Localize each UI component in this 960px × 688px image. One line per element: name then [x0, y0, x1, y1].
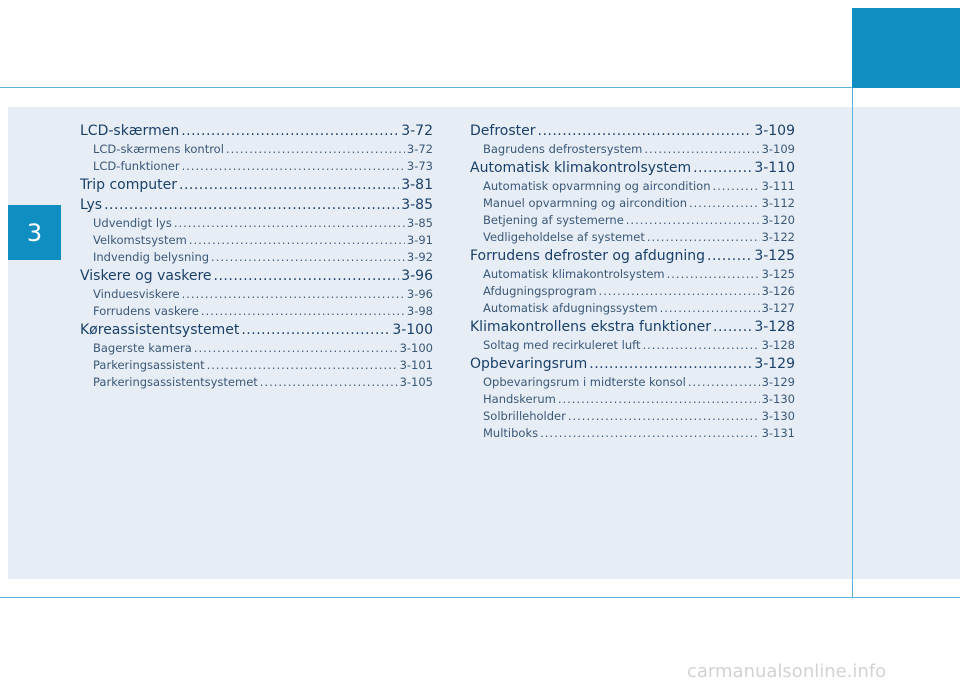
toc-entry-title: Vinduesviskere — [93, 287, 180, 301]
toc-entry-page: 3-131 — [761, 426, 795, 440]
toc-entry-page: 3-72 — [401, 123, 433, 139]
toc-entry-title: Udvendigt lys — [93, 216, 172, 230]
toc-entry-page: 3-129 — [754, 356, 795, 372]
dot-leader — [599, 283, 760, 300]
footer-rule — [0, 597, 960, 598]
toc-entry-page: 3-96 — [406, 287, 433, 301]
dot-leader — [201, 303, 405, 320]
toc-subsection-entry[interactable] — [470, 283, 795, 300]
toc-subsection-entry[interactable] — [80, 249, 433, 266]
toc-subsection-entry[interactable] — [80, 374, 433, 391]
toc-entry-title: Afdugningsprogram — [483, 284, 597, 298]
toc-entry-title: LCD-skærmen — [80, 123, 180, 139]
toc-subsection-entry[interactable] — [470, 229, 795, 246]
dot-leader — [179, 175, 399, 195]
toc-section-entry[interactable] — [470, 354, 795, 374]
toc-entry-page: 3-96 — [401, 268, 433, 284]
toc-section-entry[interactable] — [470, 121, 795, 141]
toc-entry-title: Soltag med recirkuleret luft — [483, 338, 641, 352]
toc-entry-title: Velkomstsystem — [93, 233, 187, 247]
dot-leader — [626, 212, 760, 229]
toc-entry-title: Lys — [80, 197, 103, 213]
toc-entry-title: Defroster — [470, 123, 536, 139]
toc-entry-page: 3-126 — [761, 284, 795, 298]
toc-entry-page: 3-122 — [761, 230, 795, 244]
toc-entry-page: 3-92 — [406, 250, 433, 264]
toc-entry-page: 3-125 — [754, 248, 795, 264]
toc-section-entry[interactable] — [80, 320, 433, 340]
toc-entry-title: Manuel opvarmning og aircondition — [483, 196, 687, 210]
toc-subsection-entry[interactable] — [470, 425, 795, 442]
toc-entry-page: 3-98 — [406, 304, 433, 318]
chapter-badge[interactable]: 3 — [8, 205, 61, 260]
toc-entry-page: 3-128 — [754, 319, 795, 335]
toc-entry-title: Trip computer — [80, 177, 177, 193]
dot-leader — [226, 141, 405, 158]
toc-entry-page: 3-110 — [754, 160, 795, 176]
dot-leader — [174, 215, 405, 232]
dot-leader — [540, 425, 759, 442]
toc-entry-page: 3-109 — [754, 123, 795, 139]
toc-section-entry[interactable] — [470, 246, 795, 266]
toc-subsection-entry[interactable] — [470, 391, 795, 408]
toc-subsection-entry[interactable] — [470, 337, 795, 354]
toc-subsection-entry[interactable] — [80, 303, 433, 320]
toc-subsection-entry[interactable] — [80, 357, 433, 374]
toc-subsection-entry[interactable] — [470, 178, 795, 195]
toc-entry-page: 3-73 — [406, 159, 433, 173]
toc-entry-page: 3-91 — [406, 233, 433, 247]
toc-entry-title: Automatisk afdugningssystem — [483, 301, 658, 315]
toc-entry-title: Viskere og vaskere — [80, 268, 212, 284]
header-tab-block — [852, 8, 960, 88]
toc-subsection-entry[interactable] — [470, 300, 795, 317]
toc-entry-title: LCD-skærmens kontrol — [93, 142, 224, 156]
toc-entry-page: 3-85 — [406, 216, 433, 230]
toc-subsection-entry[interactable] — [470, 141, 795, 158]
toc-entry-title: Parkeringsassistentsystemet — [93, 375, 258, 389]
header-rule — [0, 87, 852, 88]
toc-entry-title: Solbrilleholder — [483, 409, 566, 423]
dot-leader — [241, 320, 390, 340]
toc-entry-page: 3-125 — [761, 267, 795, 281]
toc-subsection-entry[interactable] — [80, 158, 433, 175]
toc-entry-page: 3-105 — [399, 375, 433, 389]
toc-subsection-entry[interactable] — [80, 232, 433, 249]
toc-subsection-entry[interactable] — [470, 266, 795, 283]
toc-entry-page: 3-127 — [761, 301, 795, 315]
watermark: carmanualsonline.info — [687, 661, 887, 682]
toc-entry-title: Forrudens vaskere — [93, 304, 199, 318]
dot-leader — [211, 249, 405, 266]
dot-leader — [568, 408, 760, 425]
toc-section-entry[interactable] — [470, 158, 795, 178]
toc-subsection-entry[interactable] — [470, 408, 795, 425]
dot-leader — [643, 337, 760, 354]
toc-subsection-entry[interactable] — [80, 286, 433, 303]
toc-section-entry[interactable] — [80, 175, 433, 195]
toc-subsection-entry[interactable] — [470, 374, 795, 391]
toc-entry-title: Automatisk klimakontrolsystem — [470, 160, 692, 176]
dot-leader — [707, 246, 752, 266]
toc-entry-page: 3-100 — [399, 341, 433, 355]
toc-subsection-entry[interactable] — [80, 215, 433, 232]
toc-entry-title: Automatisk opvarmning og aircondition — [483, 179, 711, 193]
toc-entry-page: 3-111 — [761, 179, 795, 193]
side-divider — [852, 88, 853, 597]
dot-leader — [693, 158, 752, 178]
toc-entry-title: Forrudens defroster og afdugning — [470, 248, 705, 264]
toc-subsection-entry[interactable] — [80, 340, 433, 357]
toc-entry-title: Automatisk klimakontrolsystem — [483, 267, 665, 281]
toc-entry-title: Opbevaringsrum — [470, 356, 588, 372]
dot-leader — [181, 121, 399, 141]
dot-leader — [189, 232, 405, 249]
toc-subsection-entry[interactable] — [470, 195, 795, 212]
toc-entry-page: 3-128 — [761, 338, 795, 352]
toc-entry-title: Indvendig belysning — [93, 250, 210, 264]
toc-entry-title: Bagerste kamera — [93, 341, 192, 355]
dot-leader — [644, 141, 759, 158]
toc-subsection-entry[interactable] — [470, 212, 795, 229]
dot-leader — [104, 195, 399, 215]
toc-entry-page: 3-100 — [392, 322, 433, 338]
dot-leader — [712, 178, 759, 195]
dot-leader — [214, 266, 400, 286]
toc-entry-page: 3-112 — [761, 196, 795, 210]
toc-entry-title: Klimakontrollens ekstra funktioner — [470, 319, 711, 335]
toc-entry-title: LCD-funktioner — [93, 159, 180, 173]
dot-leader — [260, 374, 398, 391]
toc-right-column — [470, 121, 795, 442]
dot-leader — [689, 195, 760, 212]
dot-leader — [667, 266, 760, 283]
dot-leader — [538, 121, 753, 141]
toc-entry-page: 3-130 — [761, 409, 795, 423]
toc-entry-title: Køreassistentsystemet — [80, 322, 240, 338]
toc-entry-page: 3-130 — [761, 392, 795, 406]
toc-entry-title: Multiboks — [483, 426, 539, 440]
toc-entry-page: 3-120 — [761, 213, 795, 227]
toc-entry-page: 3-101 — [399, 358, 433, 372]
toc-entry-title: Vedligeholdelse af systemet — [483, 230, 645, 244]
toc-entry-title: Parkeringsassistent — [93, 358, 205, 372]
toc-entry-page: 3-85 — [401, 197, 433, 213]
toc-section-entry[interactable] — [80, 121, 433, 141]
toc-entry-title: Opbevaringsrum i midterste konsol — [483, 375, 686, 389]
toc-section-entry[interactable] — [80, 266, 433, 286]
dot-leader — [558, 391, 760, 408]
toc-entry-page: 3-129 — [761, 375, 795, 389]
toc-section-entry[interactable] — [80, 195, 433, 215]
dot-leader — [660, 300, 760, 317]
toc-entry-title: Betjening af systemerne — [483, 213, 624, 227]
toc-left-column — [80, 121, 433, 391]
dot-leader — [182, 158, 405, 175]
toc-section-entry[interactable] — [470, 317, 795, 337]
toc-entry-title: Bagrudens defrostersystem — [483, 142, 643, 156]
dot-leader — [647, 229, 760, 246]
toc-subsection-entry[interactable] — [80, 141, 433, 158]
side-panel — [853, 107, 960, 579]
toc-entry-page: 3-81 — [401, 177, 433, 193]
dot-leader — [194, 340, 398, 357]
dot-leader — [713, 317, 752, 337]
dot-leader — [589, 354, 752, 374]
toc-entry-title: Handskerum — [483, 392, 556, 406]
dot-leader — [688, 374, 760, 391]
toc-entry-page: 3-72 — [406, 142, 433, 156]
dot-leader — [207, 357, 398, 374]
toc-entry-page: 3-109 — [761, 142, 795, 156]
dot-leader — [182, 286, 405, 303]
